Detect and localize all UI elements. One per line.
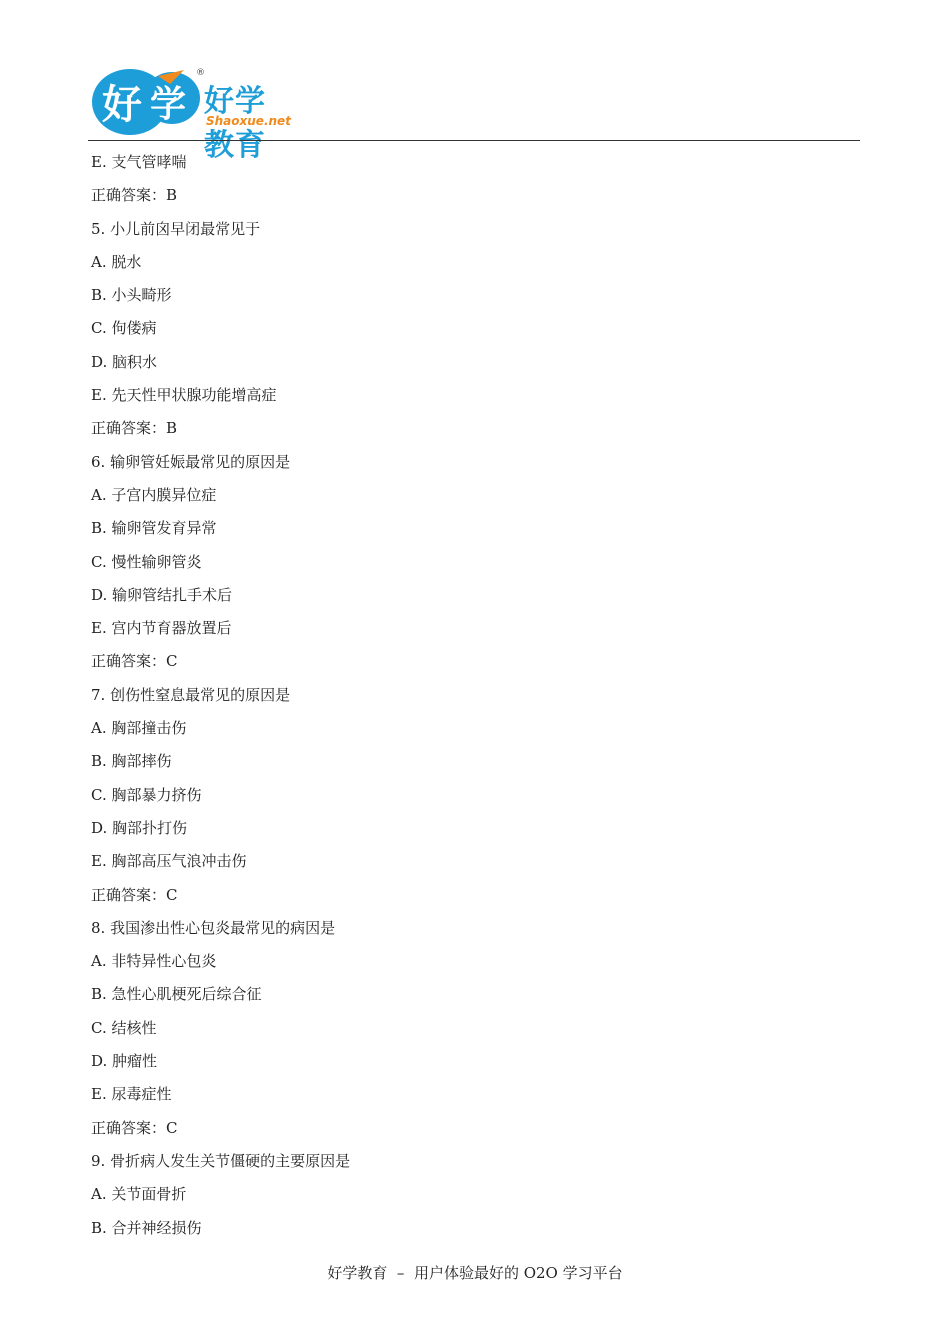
option-line: D. 输卵管结扎手术后: [91, 585, 233, 604]
option-line: A. 子宫内膜异位症: [91, 485, 217, 504]
option-line: E. 宫内节育器放置后: [91, 619, 232, 638]
registered-mark: ®: [196, 68, 205, 78]
svg-text:好: 好: [102, 82, 142, 128]
question-line: 7. 创伤性窒息最常见的原因是: [91, 685, 291, 704]
page-footer: 好学教育 – 用户体验最好的 O2O 学习平台: [327, 1264, 623, 1282]
question-line: 5. 小儿前囟早闭最常见于: [91, 219, 261, 238]
answer-line: 正确答案：B: [91, 419, 178, 438]
text-line: E. 支气管哮喘: [91, 153, 187, 171]
answer-line: 正确答案：C: [91, 885, 178, 904]
option-line: C. 胸部暴力挤伤: [91, 785, 202, 804]
option-line: B. 急性心肌梗死后综合征: [91, 985, 262, 1004]
option-line: B. 胸部摔伤: [91, 752, 172, 771]
option-line: E. 先天性甲状腺功能增高症: [91, 386, 277, 405]
option-line: B. 小头畸形: [91, 286, 172, 305]
logo-url: Shaoxue.net: [206, 114, 291, 128]
option-line: A. 胸部撞击伤: [91, 719, 187, 738]
logo-wordmark: 好学教育: [204, 84, 266, 163]
option-line: A. 关节面骨折: [91, 1185, 187, 1204]
option-line: C. 佝偻病: [91, 319, 157, 338]
answer-line: 正确答案：C: [91, 652, 178, 671]
option-line: C. 结核性: [91, 1018, 157, 1037]
option-line: A. 非特异性心包炎: [91, 952, 217, 971]
question-line: 9. 骨折病人发生关节僵硬的主要原因是: [91, 1151, 351, 1170]
question-line: 6. 输卵管妊娠最常见的原因是: [91, 452, 291, 471]
svg-text:学: 学: [150, 84, 187, 125]
document-body: [91, 150, 851, 1249]
question-line: 8. 我国渗出性心包炎最常见的病因是: [91, 918, 336, 937]
answer-line: 正确答案：C: [91, 1118, 178, 1137]
option-line: B. 合并神经损伤: [91, 1218, 202, 1237]
option-line: D. 肿瘤性: [91, 1052, 158, 1071]
option-line: A. 脱水: [91, 252, 142, 271]
option-line: C. 慢性输卵管炎: [91, 552, 202, 571]
logo-icon: [88, 62, 206, 138]
option-line: B. 输卵管发育异常: [91, 519, 217, 538]
option-line: D. 胸部扑打伤: [91, 818, 188, 837]
option-line: E. 胸部高压气浪冲击伤: [91, 852, 247, 871]
answer-line: 正确答案：B: [91, 186, 178, 205]
header-divider: [88, 140, 860, 141]
option-line: E. 尿毒症性: [91, 1085, 172, 1104]
option-line: D. 脑积水: [91, 352, 158, 371]
